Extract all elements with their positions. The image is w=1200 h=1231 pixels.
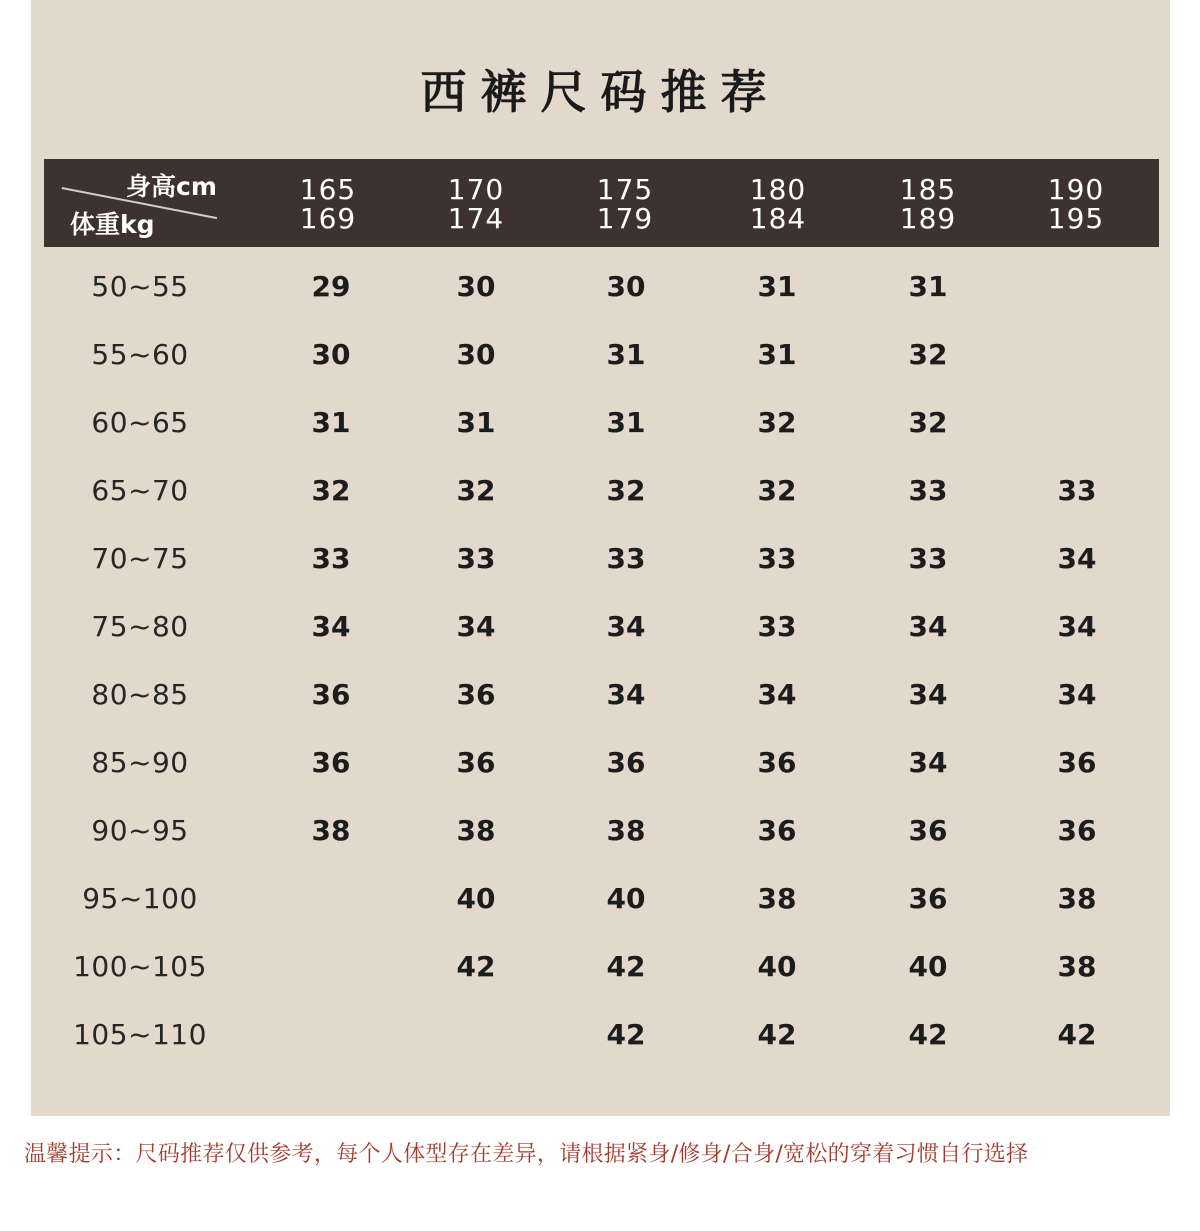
size-cell: 36 — [1057, 746, 1097, 779]
size-cell: 36 — [456, 678, 496, 711]
weight-range-label: 50~55 — [91, 270, 189, 303]
size-cell: 42 — [606, 1018, 646, 1051]
size-cell: 32 — [908, 406, 948, 439]
size-cell: 31 — [606, 406, 646, 439]
size-cell: 42 — [908, 1018, 948, 1051]
weight-range-label: 65~70 — [91, 474, 189, 507]
size-cell: 31 — [456, 406, 496, 439]
size-cell: 33 — [757, 542, 797, 575]
size-cell: 34 — [606, 610, 646, 643]
size-cell: 31 — [757, 338, 797, 371]
size-cell: 36 — [1057, 814, 1097, 847]
size-cell: 36 — [908, 882, 948, 915]
size-cell: 42 — [1057, 1018, 1097, 1051]
size-cell: 34 — [606, 678, 646, 711]
size-cell: 34 — [1057, 542, 1097, 575]
size-cell: 31 — [757, 270, 797, 303]
size-cell: 36 — [606, 746, 646, 779]
size-cell: 32 — [757, 406, 797, 439]
size-cell: 34 — [908, 678, 948, 711]
size-cell: 38 — [311, 814, 351, 847]
size-cell: 33 — [606, 542, 646, 575]
table-row — [0, 598, 1200, 666]
size-cell: 33 — [908, 542, 948, 575]
table-row — [0, 938, 1200, 1006]
table-row — [0, 802, 1200, 870]
weight-range-label: 100~105 — [73, 950, 207, 983]
size-cell: 34 — [1057, 678, 1097, 711]
size-cell: 36 — [311, 746, 351, 779]
table-row — [0, 870, 1200, 938]
height-column-header: 170 174 — [447, 173, 505, 235]
size-cell: 38 — [757, 882, 797, 915]
size-cell: 32 — [311, 474, 351, 507]
size-cell: 30 — [311, 338, 351, 371]
size-cell: 40 — [757, 950, 797, 983]
table-row — [0, 258, 1200, 326]
weight-range-label: 60~65 — [91, 406, 189, 439]
weight-range-label: 95~100 — [82, 882, 198, 915]
size-cell: 30 — [456, 270, 496, 303]
size-cell: 34 — [311, 610, 351, 643]
size-cell: 36 — [908, 814, 948, 847]
size-cell: 33 — [456, 542, 496, 575]
size-cell: 32 — [456, 474, 496, 507]
size-cell: 42 — [456, 950, 496, 983]
table-row — [0, 326, 1200, 394]
size-cell: 38 — [606, 814, 646, 847]
table-row — [0, 530, 1200, 598]
size-cell: 36 — [456, 746, 496, 779]
table-row — [0, 1006, 1200, 1074]
size-cell: 38 — [1057, 882, 1097, 915]
height-column-header: 165 169 — [299, 173, 357, 235]
size-cell: 31 — [311, 406, 351, 439]
size-cell: 31 — [606, 338, 646, 371]
size-cell: 33 — [908, 474, 948, 507]
size-cell: 40 — [908, 950, 948, 983]
weight-range-label: 70~75 — [91, 542, 189, 575]
size-cell: 36 — [757, 814, 797, 847]
size-cell: 40 — [606, 882, 646, 915]
size-cell: 32 — [757, 474, 797, 507]
footer-note: 温馨提示：尺码推荐仅供参考，每个人体型存在差异，请根据紧身/修身/合身/宽松的穿着习惯自行选择 — [24, 1142, 1029, 1167]
size-cell: 30 — [456, 338, 496, 371]
size-cell: 38 — [456, 814, 496, 847]
size-cell: 33 — [1057, 474, 1097, 507]
size-cell: 33 — [311, 542, 351, 575]
table-row — [0, 666, 1200, 734]
size-cell: 34 — [456, 610, 496, 643]
weight-range-label: 75~80 — [91, 610, 189, 643]
size-cell: 30 — [606, 270, 646, 303]
size-cell: 42 — [606, 950, 646, 983]
size-cell: 29 — [311, 270, 351, 303]
size-cell: 34 — [908, 610, 948, 643]
height-column-header: 185 189 — [899, 173, 957, 235]
size-cell: 36 — [311, 678, 351, 711]
table-row — [0, 462, 1200, 530]
size-cell: 42 — [757, 1018, 797, 1051]
page-title: 西裤尺码推荐 — [420, 65, 781, 119]
size-cell: 31 — [908, 270, 948, 303]
size-cell: 34 — [908, 746, 948, 779]
size-cell: 40 — [456, 882, 496, 915]
size-cell: 33 — [757, 610, 797, 643]
size-cell: 32 — [606, 474, 646, 507]
height-column-header: 180 184 — [749, 173, 807, 235]
table-header — [44, 159, 1159, 247]
height-axis-label: 身高cm — [126, 172, 217, 201]
weight-range-label: 85~90 — [91, 746, 189, 779]
table-row — [0, 734, 1200, 802]
size-cell: 34 — [757, 678, 797, 711]
height-column-header: 175 179 — [596, 173, 654, 235]
height-column-header: 190 195 — [1047, 173, 1105, 235]
weight-range-label: 80~85 — [91, 678, 189, 711]
table-row — [0, 394, 1200, 462]
weight-range-label: 55~60 — [91, 338, 189, 371]
size-cell: 34 — [1057, 610, 1097, 643]
weight-axis-label: 体重kg — [70, 210, 155, 239]
weight-range-label: 105~110 — [73, 1018, 207, 1051]
size-cell: 38 — [1057, 950, 1097, 983]
size-cell: 36 — [757, 746, 797, 779]
size-cell: 32 — [908, 338, 948, 371]
weight-range-label: 90~95 — [91, 814, 189, 847]
